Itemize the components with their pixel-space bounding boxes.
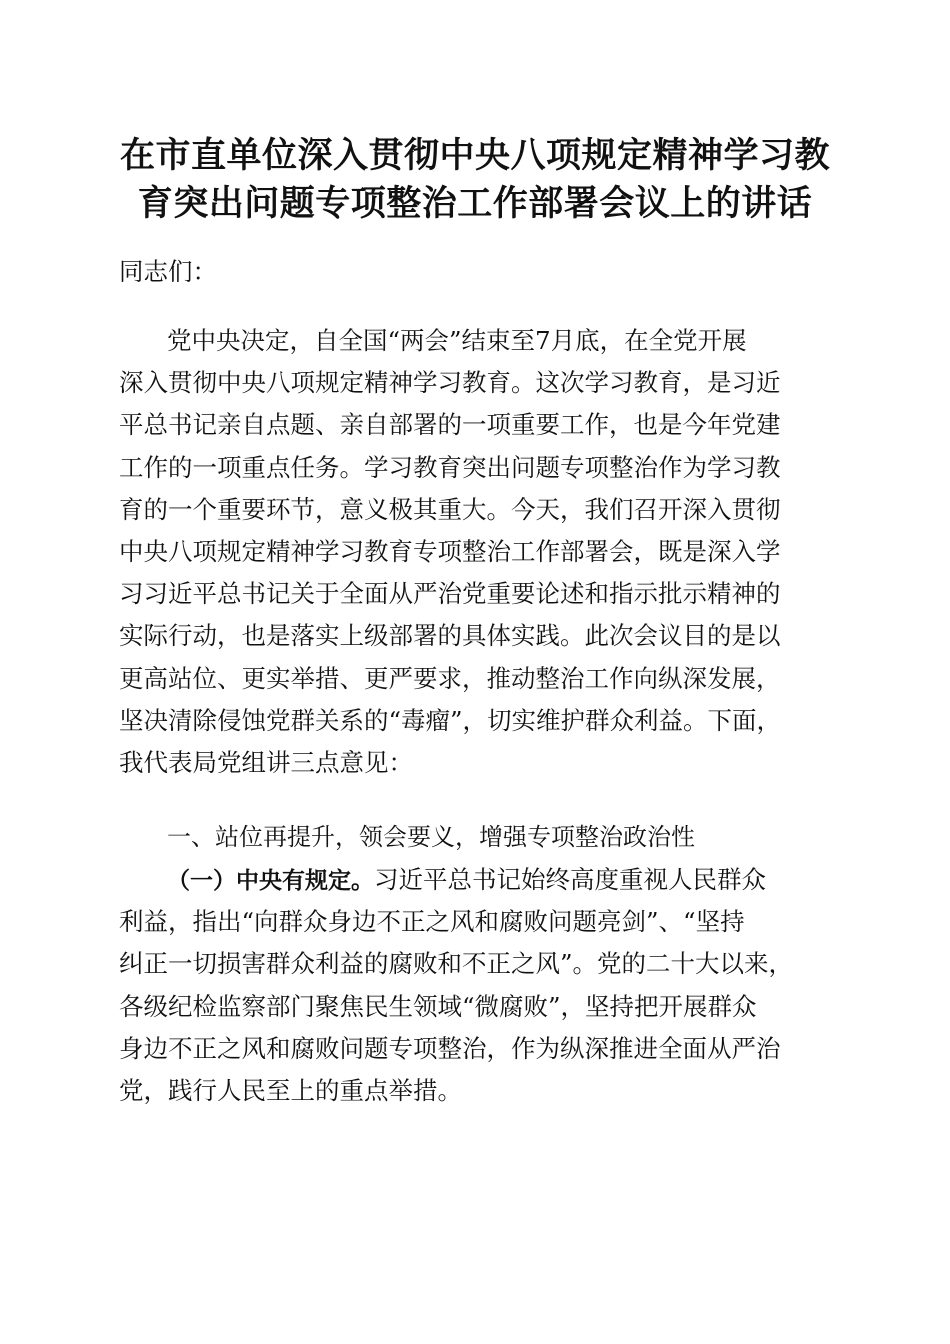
paragraph-line: 深入贯彻中央八项规定精神学习教育。这次学习教育，是习近 [119, 368, 781, 398]
salutation [119, 251, 835, 293]
document-title [100, 132, 850, 228]
paragraph-line: 身边不正之风和腐败问题专项整治，作为纵深推进全面从严治 [119, 1033, 781, 1063]
paragraph-intro [119, 320, 835, 784]
paragraph-line: 各级纪检监察部门聚焦民生领域“微腐败”，坚持把开展群众 [119, 991, 757, 1021]
paragraph-line: 实际行动，也是落实上级部署的具体实践。此次会议目的是以 [119, 621, 781, 651]
paragraph-line: 习习近平总书记关于全面从严治党重要论述和指示批示精神的 [119, 579, 781, 609]
salutation-text: 同志们： [119, 257, 217, 286]
title-line-1: 在市直单位深入贯彻中央八项规定精神学习教 [119, 135, 830, 176]
paragraph-line: 工作的一项重点任务。学习教育突出问题专项整治作为学习教 [119, 452, 781, 482]
paragraph-line: 党中央决定，自全国“两会”结束至7月底，在全党开展 [167, 326, 747, 355]
paragraph-line: 中央八项规定精神学习教育专项整治工作部署会，既是深入学 [119, 536, 781, 566]
paragraph-first-line [119, 859, 835, 901]
subsection-heading-1: （一）中央有规定。 [167, 868, 374, 894]
paragraph-line: 平总书记亲自点题、亲自部署的一项重要工作，也是今年党建 [119, 410, 781, 440]
paragraph-central-rules [119, 859, 835, 1112]
section-heading-1: 一、站位再提升，领会要义，增强专项整治政治性 [167, 823, 695, 851]
paragraph-line: 更高站位、更实举措、更严要求，推动整治工作向纵深发展， [119, 663, 781, 693]
paragraph-first-line-rest: 习近平总书记始终高度重视人民群众 [374, 865, 766, 894]
title-line-2: 育突出问题专项整治工作部署会议上的讲话 [137, 183, 813, 224]
paragraph-line: 坚决清除侵蚀党群关系的“毒瘤”，切实维护群众利益。下面， [119, 705, 782, 735]
paragraph-line: 育的一个重要环节，意义极其重大。今天，我们召开深入贯彻 [119, 494, 781, 524]
paragraph-line: 我代表局党组讲三点意见： [119, 747, 413, 777]
paragraph-line: 利益，指出“向群众身边不正之风和腐败问题亮剑”、“坚持 [119, 907, 745, 937]
paragraph-line: 纠正一切损害群众利益的腐败和不正之风”。党的二十大以来， [119, 949, 794, 979]
paragraph-line: 党，践行人民至上的重点举措。 [119, 1075, 462, 1105]
